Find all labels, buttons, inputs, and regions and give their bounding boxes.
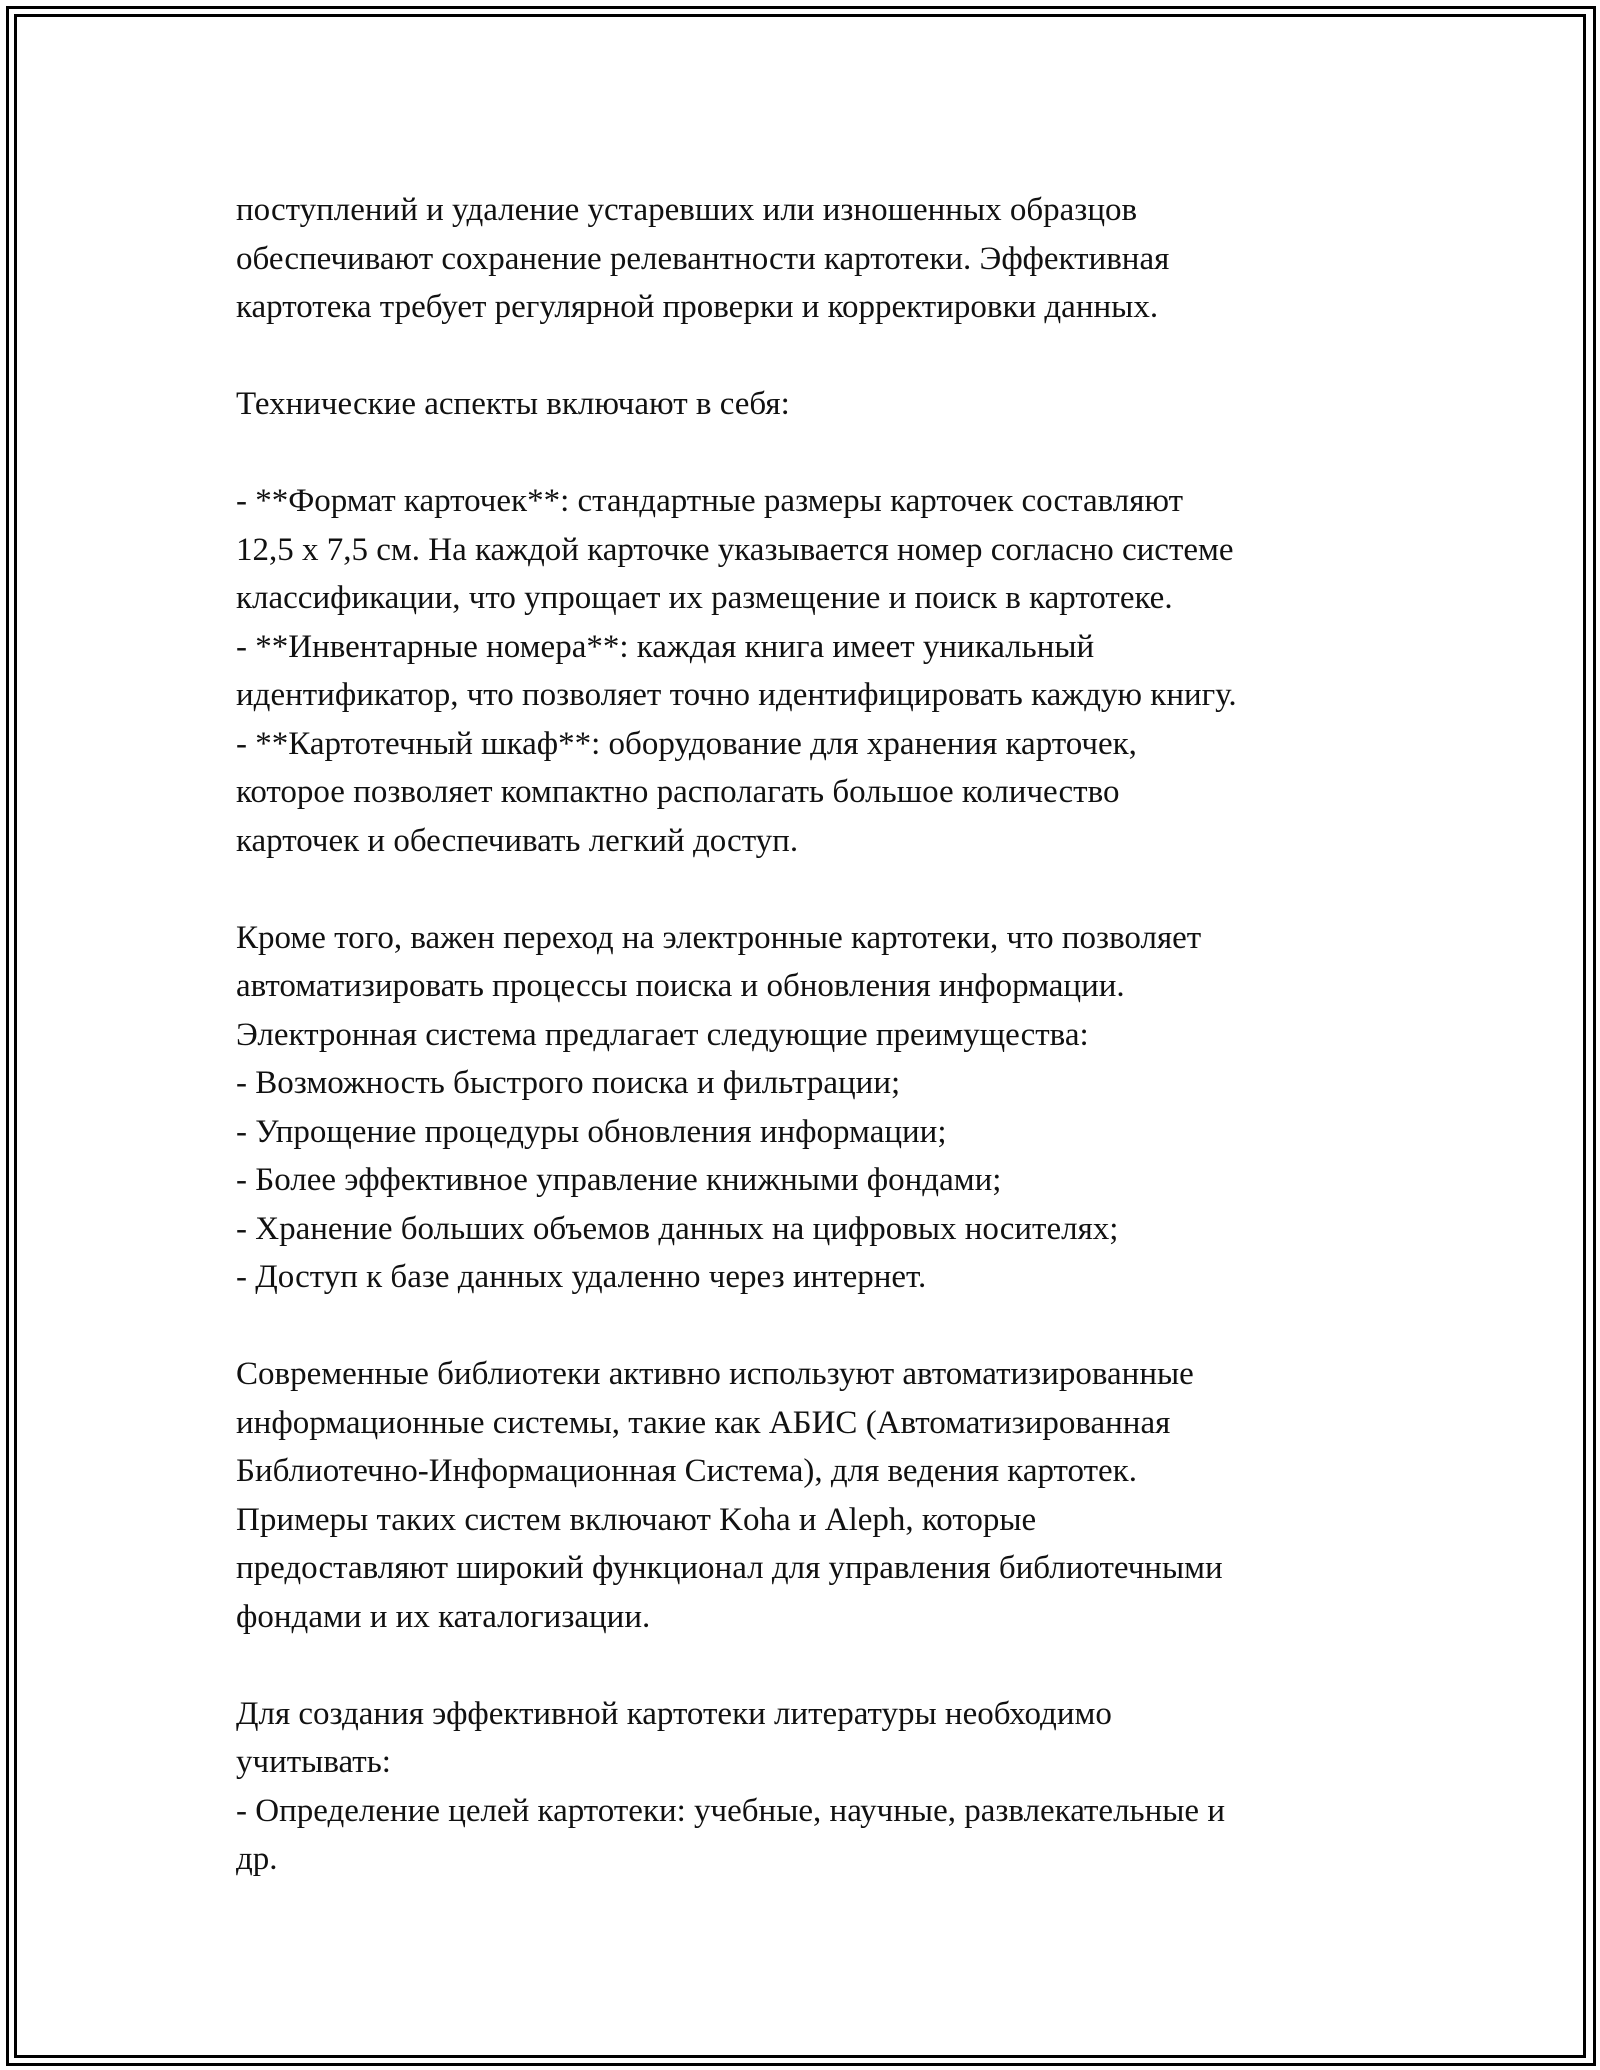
paragraph-spacer bbox=[236, 332, 1436, 381]
text-line: фондами и их каталогизации. bbox=[236, 1598, 651, 1635]
text-line: Библиотечно-Информационная Система), для ведения картотек. bbox=[236, 1453, 1137, 1489]
list-item-line: др. bbox=[236, 1841, 278, 1877]
list-item-line: - **Формат карточек**: стандартные размеры карточек составляют bbox=[236, 483, 1184, 519]
text-line: картотека требует регулярной проверки и корректировки данных. bbox=[236, 289, 1159, 325]
text-line: Примеры таких систем включают Koha и Aleph, которые bbox=[236, 1501, 1037, 1538]
text-line: Современные библиотеки активно используют автоматизированные bbox=[236, 1356, 1194, 1392]
text-line: учитывать: bbox=[236, 1744, 391, 1780]
list-item-line: - Определение целей картотеки: учебные, научные, развлекательные и bbox=[236, 1792, 1225, 1829]
paragraph-spacer bbox=[236, 1641, 1436, 1690]
paragraph-technical-aspects-intro bbox=[236, 380, 1436, 429]
text-line: Технические аспекты включают в себя: bbox=[236, 386, 790, 422]
list-item-line: - Упрощение процедуры обновления информации; bbox=[236, 1113, 947, 1150]
text-line: поступлений и удаление устаревших или изношенных образцов bbox=[236, 192, 1138, 228]
paragraph-library-systems bbox=[236, 1350, 1436, 1641]
text-line: Для создания эффективной картотеки литературы необходимо bbox=[236, 1695, 1112, 1732]
paragraph-spacer bbox=[236, 1302, 1436, 1351]
list-item-line: - **Картотечный шкаф**: оборудование для хранения карточек, bbox=[236, 725, 1137, 762]
document-body bbox=[236, 186, 1436, 1884]
paragraph-spacer bbox=[236, 429, 1436, 478]
list-item-line: 12,5 х 7,5 см. На каждой карточке указывается номер согласно системе bbox=[236, 531, 1234, 568]
paragraph-spacer bbox=[236, 865, 1436, 914]
text-line: обеспечивают сохранение релевантности картотеки. Эффективная bbox=[236, 240, 1170, 277]
paragraph-electronic-catalog bbox=[236, 914, 1436, 1302]
text-line: Электронная система предлагает следующие преимущества: bbox=[236, 1016, 1089, 1053]
paragraph-card-maintenance bbox=[236, 186, 1436, 332]
text-line: Кроме того, важен переход на электронные картотеки, что позволяет bbox=[236, 919, 1202, 956]
list-item-line: - Хранение больших объемов данных на цифровых носителях; bbox=[236, 1210, 1119, 1247]
paragraph-creation-considerations bbox=[236, 1690, 1436, 1884]
list-item-line: идентификатор, что позволяет точно идентифицировать каждую книгу. bbox=[236, 677, 1237, 713]
text-line: автоматизировать процессы поиска и обновления информации. bbox=[236, 968, 1125, 1004]
list-item-line: - Более эффективное управление книжными фондами; bbox=[236, 1162, 1002, 1198]
list-item-line: классификации, что упрощает их размещение и поиск в картотеке. bbox=[236, 580, 1173, 616]
text-line: информационные системы, такие как АБИС (Автоматизированная bbox=[236, 1404, 1171, 1441]
list-item-line: - **Инвентарные номера**: каждая книга имеет уникальный bbox=[236, 628, 1095, 665]
list-item-line: - Возможность быстрого поиска и фильтрации; bbox=[236, 1065, 901, 1101]
list-item-line: карточек и обеспечивать легкий доступ. bbox=[236, 822, 799, 859]
paragraph-technical-aspects-list bbox=[236, 477, 1436, 865]
list-item-line: - Доступ к базе данных удаленно через интернет. bbox=[236, 1259, 927, 1295]
text-line: предоставляют широкий функционал для управления библиотечными bbox=[236, 1550, 1223, 1586]
list-item-line: которое позволяет компактно располагать большое количество bbox=[236, 774, 1120, 810]
